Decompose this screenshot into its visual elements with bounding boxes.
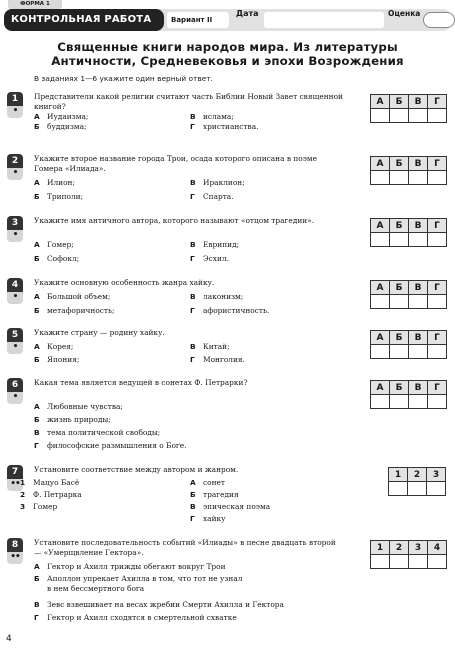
answer-grid[interactable]: А Б В Г [370,218,447,247]
option: В лаконизм; [190,292,244,301]
sequence-item: А Гектор и Ахилл трижды обегают вокруг Трои [34,562,226,571]
option: Б буддизма; [34,122,87,131]
match-right-item: В эпическая поэма [190,502,271,511]
option: А Гомер; [34,240,74,249]
match-right-item: Г хайку [190,514,226,523]
question-number-badge: 8 •• [7,538,23,564]
option: Г Монголия. [190,355,245,364]
question-number-badge: 1 • [7,92,23,118]
match-left-item: 2 Ф. Петрарка [20,490,82,499]
question-number-badge: 3 • [7,216,23,242]
answer-grid[interactable]: А Б В Г [370,380,447,409]
option: А Большой объем; [34,292,111,301]
answer-grid[interactable]: А Б В Г [370,94,447,123]
match-right-item: Б трагедия [190,490,239,499]
form-label: ФОРМА 1 [8,0,62,9]
option: А Корея; [34,342,74,351]
sequence-item: Б Аполлон упрекает Ахилла в том, что тот не узнал [34,574,243,583]
question-number-badge: 6 • [7,378,23,404]
option: Б Япония; [34,355,80,364]
test-title: КОНТРОЛЬНАЯ РАБОТА №1 [4,9,164,31]
option: Б метафоричность; [34,306,115,315]
page-title [14,40,441,68]
title-line-2: Античности, Средневековья и эпохи Возрождения [51,54,404,68]
option: А Илион; [34,178,75,187]
page-number: 4 [6,634,12,644]
option: В ислама; [190,112,234,121]
option: Г Спарта. [190,192,234,201]
question-text: Представители какой религии считают часть Библии Новый Завет священной книгой? [34,92,343,111]
option: Б Триполи; [34,192,84,201]
grade-label: Оценка [388,9,421,18]
question-number-badge: 4 • [7,278,23,304]
date-field[interactable] [264,12,384,28]
question-text: Укажите основную особенность жанра хайку. [34,278,215,287]
question-text: Укажите второе название города Трои, осада которого описана в поэме Гомера «Илиада». [34,154,317,173]
option: Б жизнь природы; [34,415,111,424]
option: В Еврипид; [190,240,240,249]
sequence-item-continuation: в нем бессмертного бога [47,584,145,593]
answer-grid[interactable]: А Б В Г [370,280,447,309]
option: В тема политической свободы; [34,428,161,437]
sequence-item: В Зевс взвешивает на весах жребии Смерти Ахилла и Гектора [34,600,284,609]
grade-field[interactable] [423,12,455,28]
question-text: Какая тема является ведущей в сонетах Ф. Петрарки? [34,378,248,387]
variant-label: Вариант II [167,12,229,28]
option: В Китай; [190,342,230,351]
instruction: В заданиях 1—6 укажите один верный ответ. [34,74,213,83]
sequence-item: Г Гектор и Ахилл сходятся в смертельной схватке [34,613,237,622]
option: Г философские размышления о Боге. [34,441,187,450]
option: Г Эсхил. [190,254,229,263]
title-line-1: Священные книги народов мира. Из литературы [57,40,398,54]
question-text: Установите последовательность событий «Илиады» в песне двадцать второй — «Умерщвление Гектора». [34,538,336,557]
question-text: Укажите страну — родину хайку. [34,328,165,337]
option: Г христианства. [190,122,259,131]
option: А Любовные чувства; [34,402,123,411]
answer-grid[interactable]: А Б В Г [370,156,447,185]
option: Б Софокл; [34,254,80,263]
answer-grid[interactable]: 1 2 3 [388,467,446,496]
answer-grid[interactable]: А Б В Г [370,330,447,359]
match-right-item: А сонет [190,478,225,487]
question-text: Укажите имя античного автора, которого называют «отцом трагедии». [34,216,315,225]
match-left-item: 3 Гомер [20,502,58,511]
question-number-badge: 7 •• [7,465,23,491]
option: Г афористичность. [190,306,270,315]
question-text: Установите соответствие между автором и жанром. [34,465,239,474]
answer-grid[interactable]: 1 2 3 4 [370,540,447,569]
match-left-item: 1 Мацуо Басё [20,478,80,487]
date-label: Дата [236,9,259,18]
option: А Иудаизма; [34,112,89,121]
question-number-badge: 5 • [7,328,23,354]
option: В Ираклион; [190,178,245,187]
question-number-badge: 2 • [7,154,23,180]
